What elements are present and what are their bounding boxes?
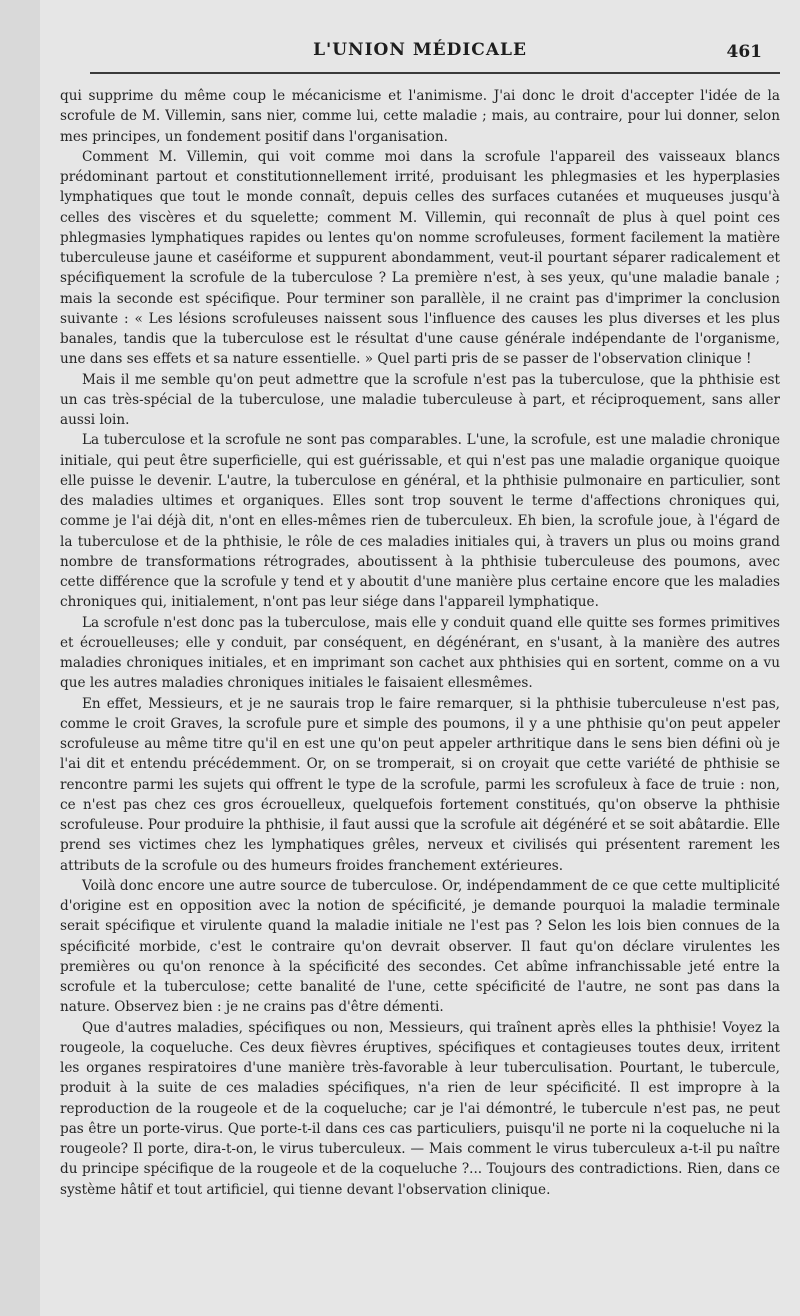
article-body (60, 86, 780, 1286)
header-rule (90, 72, 780, 74)
paragraph: Mais il me semble qu'on peut admettre que la scrofule n'est pas la tuberculose, que la phthisie est un cas très-spécial de la tuberculose, une maladie tuberculeuse à part, et réciproquement, sans aller aussi loin. (60, 371, 780, 428)
page (40, 0, 800, 1316)
paragraph: La scrofule n'est donc pas la tuberculose, mais elle y conduit quand elle quitte ses formes primitives et écrouelleuses; elle y conduit, par conséquent, en dégénérant, en s'usant, à la manière des autres maladies chroniques initiales, et en imprimant son cachet aux phthisies qui en sortent, comme on a vu que les autres maladies chroniques initiales le faisaient ellesmêmes. (60, 614, 780, 692)
paragraph: Que d'autres maladies, spécifiques ou non, Messieurs, qui traînent après elles la phthisie! Voyez la rougeole, la coqueluche. Ces deux fièvres éruptives, spécifiques et contagieuses toutes deux, irritent les organes respiratoires d'une manière très-favorable à leur tuberculisation. Pourtant, le tubercule, produit à la suite de ces maladies spécifiques, n'a rien de leur spécificité. Il est impropre à la reproduction de la rougeole et de la coqueluche; car je l'ai démontré, le tubercule n'est pas, ne peut pas être un porte-virus. Que porte-t-il dans ces cas particuliers, puisqu'il ne porte ni la coqueluche ni la rougeole? Il porte, dira-t-on, le virus tuberculeux. — Mais comment le virus tuberculeux a-t-il pu naître du principe spécifique de la rougeole et de la coqueluche ?... Toujours des contradictions. Rien, dans ce système hâtif et tout artificiel, qui tienne devant l'observation clinique. (60, 1019, 780, 1198)
page-header (40, 40, 800, 70)
paragraph: En effet, Messieurs, et je ne saurais trop le faire remarquer, si la phthisie tuberculeuse n'est pas, comme le croit Graves, la scrofule pure et simple des poumons, il y a une phthisie qu'on peut appeler scrofuleuse au même titre qu'il en est une qu'on peut appeler arthritique dans le sens bien défini où je l'ai dit et entendu précédemment. Or, on se tromperait, si on croyait que cette variété de phthisie se rencontre parmi les sujets qui offrent le type de la scrofule, parmi les scrofuleux à face de truie : non, ce n'est pas chez ces gros écrouelleux, quelquefois fortement constitués, qu'on observe la phthisie scrofuleuse. Pour produire la phthisie, il faut aussi que la scrofule ait dégénéré et se soit abâtardie. Elle prend ses victimes chez les lymphatiques grêles, nerveux et civilisés qui présentent rarement les attributs de la scrofule ou des humeurs froides franchement extérieures. (60, 695, 780, 874)
paragraph: Voilà donc encore une autre source de tuberculose. Or, indépendamment de ce que cette multiplicité d'origine est en opposition avec la notion de spécificité, je demande pourquoi la maladie terminale serait spécifique et virulente quand la maladie initiale ne l'est pas ? Selon les lois bien connues de la spécificité morbide, c'est le contraire qu'on devrait observer. Il faut qu'on déclare virulentes les premières ou qu'on renonce à la spécificité des secondes. Cet abîme infranchissable jeté entre la scrofule et la tuberculose; cette banalité de l'une, cette spécificité de l'autre, ne sont pas dans la nature. Observez bien : je ne crains pas d'être démenti. (60, 877, 780, 1016)
paragraph: La tuberculose et la scrofule ne sont pas comparables. L'une, la scrofule, est une maladie chronique initiale, qui peut être superficielle, qui est guérissable, et qui n'est pas une maladie organique quoique elle puisse le devenir. L'autre, la tuberculose en général, et la phthisie pulmonaire en particulier, sont des maladies ultimes et organiques. Elles sont trop souvent le terme d'affections chroniques qui, comme je l'ai déjà dit, n'ont en elles-mêmes rien de tuberculeux. Eh bien, la scrofule joue, à l'égard de la tuberculose et de la phthisie, le rôle de ces maladies initiales qui, à travers un plus ou moins grand nombre de transformations rétrogrades, aboutissent à la phthisie tuberculeuse des poumons, avec cette différence que la scrofule y tend et y aboutit d'une manière plus certaine encore que les maladies chroniques qui, initialement, n'ont pas leur siége dans l'appareil lymphatique. (60, 432, 780, 611)
paragraph: Comment M. Villemin, qui voit comme moi dans la scrofule l'appareil des vaisseaux blancs prédominant partout et constitutionnellement irrité, produisant les phlegmasies et les hyperplasies lymphatiques que tout le monde connaît, depuis celles des surfaces cutanées et muqueuses jusqu'à celles des viscères et du squelette; comment M. Villemin, qui reconnaît de plus à quel point ces phlegmasies lymphatiques rapides ou lentes qu'on nomme scrofuleuses, forment facilement la matière tuberculeuse jaune et caséiforme et suppurent abondamment, veut-il pourtant séparer radicalement et spécifiquement la scrofule de la tuberculose ? La première n'est, à ses yeux, qu'une maladie banale ; mais la seconde est spécifique. Pour terminer son parallèle, il ne craint pas d'imprimer la conclusion suivante : « Les lésions scrofuleuses naissent sous l'influence des causes les plus diverses et les plus banales, tandis que la tuberculose est le résultat d'une cause générale indépendante de l'organisme, une dans ses effets et sa nature essentielle. » Quel parti pris de se passer de l'observation clinique ! (60, 148, 780, 368)
paragraph: qui supprime du même coup le mécanicisme et l'animisme. J'ai donc le droit d'accepter l'idée de la scrofule de M. Villemin, sans nier, comme lui, cette maladie ; mais, au contraire, pour lui donner, selon mes principes, un fondement positif dans l'organisation. (60, 88, 780, 145)
journal-title: L'UNION MÉDICALE (313, 40, 527, 60)
page-number: 461 (726, 42, 762, 62)
